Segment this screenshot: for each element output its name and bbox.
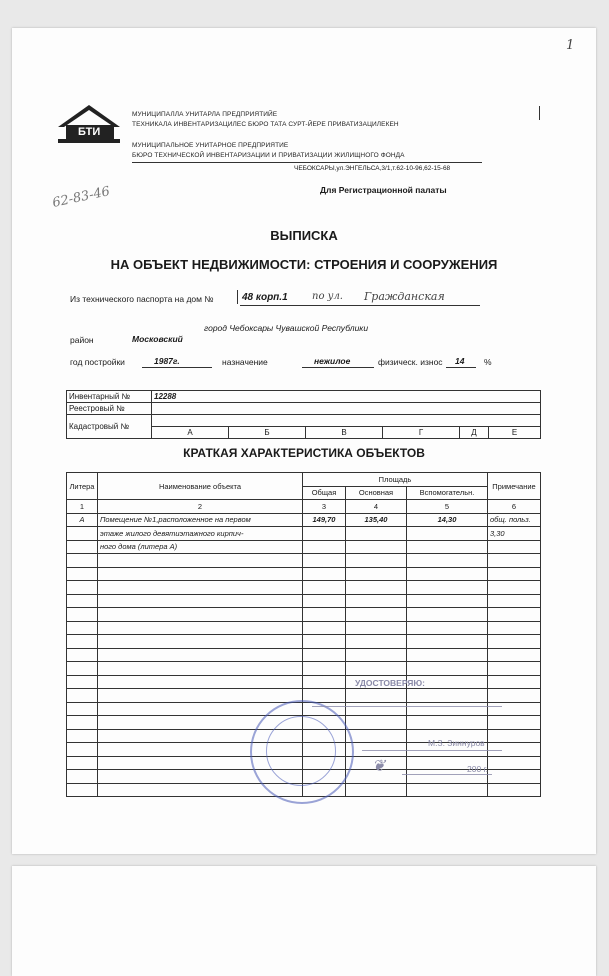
- letter-cell: А: [152, 427, 229, 439]
- wear-value: 14: [455, 356, 465, 366]
- table-row: [67, 594, 541, 608]
- table-row: [67, 675, 541, 689]
- row-note-line: 3,30: [488, 527, 541, 541]
- table-row: [67, 527, 541, 541]
- letter-cell: Д: [460, 427, 489, 439]
- col-number: 2: [98, 500, 303, 514]
- letter-cell: Б: [229, 427, 306, 439]
- table-row: [67, 608, 541, 622]
- document-subtitle: НА ОБЪЕКТ НЕДВИЖИМОСТИ: СТРОЕНИЯ И СООРУЖЕНИЯ: [110, 257, 498, 272]
- signature: ❦: [372, 756, 386, 775]
- wear-unit: %: [484, 357, 492, 367]
- header-divider: [132, 162, 482, 163]
- inventory-label: Инвентарный №: [67, 391, 152, 403]
- ident-table: [66, 390, 541, 439]
- col-note: Примечание: [488, 473, 541, 500]
- street-prefix: по ул.: [312, 291, 343, 302]
- signer-name: М.З. Зиннуров: [428, 738, 485, 748]
- table-title: КРАТКАЯ ХАРАКТЕРИСТИКА ОБЪЕКТОВ: [183, 446, 425, 460]
- handwritten-note: 62-83-46: [51, 184, 112, 211]
- registry-label: Реестровый №: [67, 403, 152, 415]
- row-letter: А: [67, 513, 98, 527]
- city: город Чебоксары Чувашской Республики: [204, 323, 369, 333]
- org-line-2: ТЕХНИКАЛА ИНВЕНТАРИЗАЦИЛЕС БЮРО ТАТА СУРТ-ЙЕРЕ ПРИВАТИЗАЦИЛЕКЕН: [132, 121, 399, 128]
- cadastral-label: Кадастровый №: [67, 415, 152, 439]
- round-seal: [250, 700, 354, 804]
- page-number: 1: [566, 38, 575, 53]
- row-name-line: ного дома (литера А): [98, 540, 303, 554]
- certify-year: 200 г.: [467, 764, 488, 774]
- letter-cell: В: [306, 427, 383, 439]
- org-line-1: МУНИЦИПАЛЛА УНИТАРЛА ПРЕДПРИЯТИЙЕ: [132, 111, 278, 118]
- purpose-label: назначение: [222, 357, 268, 367]
- district-label: район: [70, 335, 94, 345]
- letter-cell: Г: [383, 427, 460, 439]
- col-number: 5: [407, 500, 488, 514]
- registry-value: [152, 403, 541, 415]
- table-row: [67, 648, 541, 662]
- table-row: [67, 567, 541, 581]
- row-name-line: Помещение №1,расположенное на первом: [98, 513, 303, 527]
- signature-line: [362, 750, 502, 751]
- registry-row: [67, 403, 541, 415]
- document-page: [12, 28, 596, 854]
- col-number: 6: [488, 500, 541, 514]
- inventory-row: [67, 391, 541, 403]
- passport-label: Из технического паспорта на дом №: [70, 294, 214, 304]
- bti-logo: [56, 103, 122, 145]
- build-year: 1987г.: [154, 356, 180, 366]
- purpose: нежилое: [314, 356, 351, 366]
- document-title: ВЫПИСКА: [270, 228, 338, 243]
- street-name: Гражданская: [364, 290, 445, 303]
- passport-underline: [240, 305, 480, 306]
- stamp-line: [312, 706, 502, 707]
- purpose-underline: [302, 367, 374, 368]
- table-row: [67, 635, 541, 649]
- col-number: 3: [303, 500, 346, 514]
- table-row: [67, 513, 541, 527]
- org-line-3: МУНИЦИПАЛЬНОЕ УНИТАРНОЕ ПРЕДПРИЯТИЕ: [132, 142, 289, 149]
- wear-underline: [446, 367, 476, 368]
- row-name-line: этаже жилого девятиэтажного кирпич-: [98, 527, 303, 541]
- wear-label: физическ. износ: [378, 357, 443, 367]
- col-aux: Вспомогательн.: [407, 486, 488, 500]
- letter-cell: Е: [489, 427, 541, 439]
- org-line-4: БЮРО ТЕХНИЧЕСКОЙ ИНВЕНТАРИЗАЦИИ И ПРИВАТИЗАЦИИ ЖИЛИЩНОГО ФОНДА: [132, 152, 405, 159]
- org-address: ЧЕБОКСАРЫ,ул.ЭНГЕЛЬСА,3/1,т.62-10-96,62-15-68: [294, 165, 451, 172]
- margin-mark: [539, 106, 540, 120]
- table-row: [67, 621, 541, 635]
- col-area: Площадь: [303, 473, 488, 487]
- table-row: [67, 581, 541, 595]
- year-label: год постройки: [70, 357, 125, 367]
- table-row: [67, 662, 541, 676]
- house-number: 48 корп.1: [242, 292, 288, 303]
- row-aux: 14,30: [407, 513, 488, 527]
- row-total: 149,70: [303, 513, 346, 527]
- district: Московский: [132, 334, 183, 344]
- destination: Для Регистрационной палаты: [320, 185, 447, 195]
- passport-divider: [237, 290, 238, 304]
- col-name: Наименование объекта: [98, 473, 303, 500]
- col-letter: Литера: [67, 473, 98, 500]
- year-line: [402, 774, 492, 775]
- year-underline: [142, 367, 212, 368]
- inventory-value: 12288: [152, 391, 541, 403]
- number-row: [67, 500, 541, 514]
- row-main: 135,40: [346, 513, 407, 527]
- header-row: [67, 473, 541, 487]
- logo-text: БТИ: [78, 126, 101, 138]
- certify-label: УДОСТОВЕРЯЮ:: [355, 678, 426, 688]
- col-number: 4: [346, 500, 407, 514]
- col-main: Основная: [346, 486, 407, 500]
- col-number: 1: [67, 500, 98, 514]
- table-row: [67, 554, 541, 568]
- table-row: [67, 540, 541, 554]
- cadastral-value: [152, 415, 541, 427]
- cadastral-row: [67, 415, 541, 427]
- col-total: Общая: [303, 486, 346, 500]
- row-note-line: общ. польз.: [488, 513, 541, 527]
